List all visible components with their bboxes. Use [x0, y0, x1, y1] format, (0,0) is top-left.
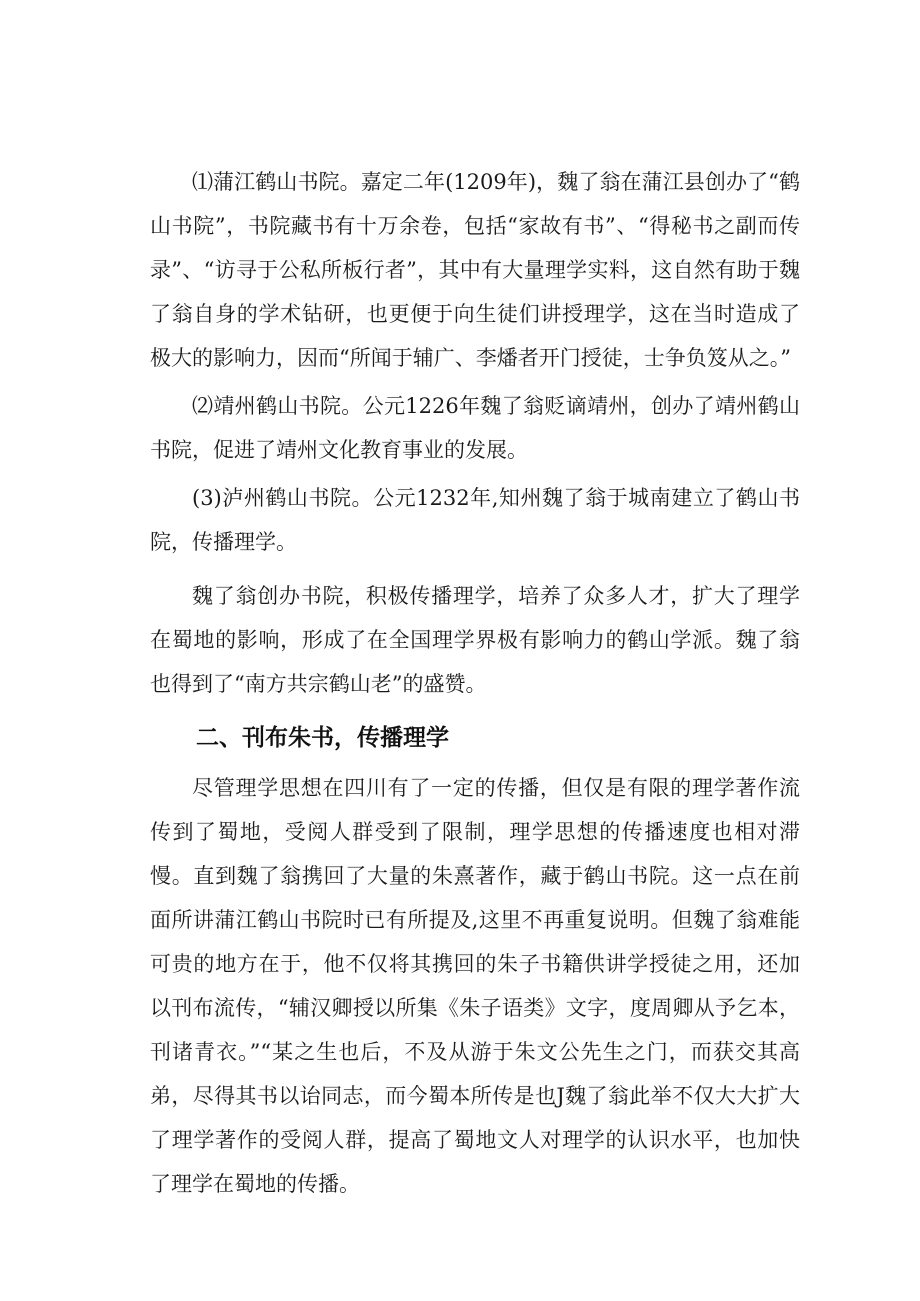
paragraph-puijiang-academy: ⑴蒲江鹤山书院。嘉定二年(1209年)，魏了翁在蒲江县创办了“鹤山书院”，书院藏书有十万余卷，包括“家故有书”、“得秘书之副而传录”、“访寻于公私所板行者”，其中有大量理学实料，这自然有助于魏了翁自身的学术钻研，也更便于向生徒们讲授理学，这在当时造成了极大的影响力，因而“所闻于辅广、李燔者开门授徒，士争负笈从之。” — [150, 170, 800, 370]
section-heading: 二、刊布朱书，传播理学 — [196, 725, 449, 751]
paragraph-jingzhou-academy: ⑵靖州鹤山书院。公元1226年魏了翁贬谪靖州，创办了靖州鹤山书院，促进了靖州文化教育事业的发展。 — [150, 394, 800, 462]
paragraph-zhu-books: 尽管理学思想在四川有了一定的传播，但仅是有限的理学著作流传到了蜀地，受阅人群受到了限制，理学思想的传播速度也相对滞慢。直到魏了翁携回了大量的朱熹著作，藏于鹤山书院。这一点在前面所讲蒲江鹤山书院时已有所提及,这里不再重复说明。但魏了翁难能可贵的地方在于，他不仅将其携回的朱子书籍供讲学授徒之用，还加以刊布流传，“辅汉卿授以所集《朱子语类》文字，度周卿从予乞本，刊诸青衣。”“某之生也后，不及从游于朱文公先生之门，而获交其高弟，尽得其书以诒同志，而今蜀本所传是也J魏了翁此举不仅大大扩大了理学著作的受阅人群，提高了蜀地文人对理学的认识水平，也加快了理学在蜀地的传播。 — [150, 776, 800, 1196]
paragraph-luzhou-academy: (3)泸州鹤山书院。公元1232年,知州魏了翁于城南建立了鹤山书院，传播理学。 — [150, 486, 800, 554]
document-body — [150, 160, 800, 1206]
paragraph-summary: 魏了翁创办书院，积极传播理学，培养了众多人才，扩大了理学在蜀地的影响，形成了在全国理学界极有影响力的鹤山学派。魏了翁也得到了“南方共宗鹤山老”的盛赞。 — [150, 584, 800, 696]
